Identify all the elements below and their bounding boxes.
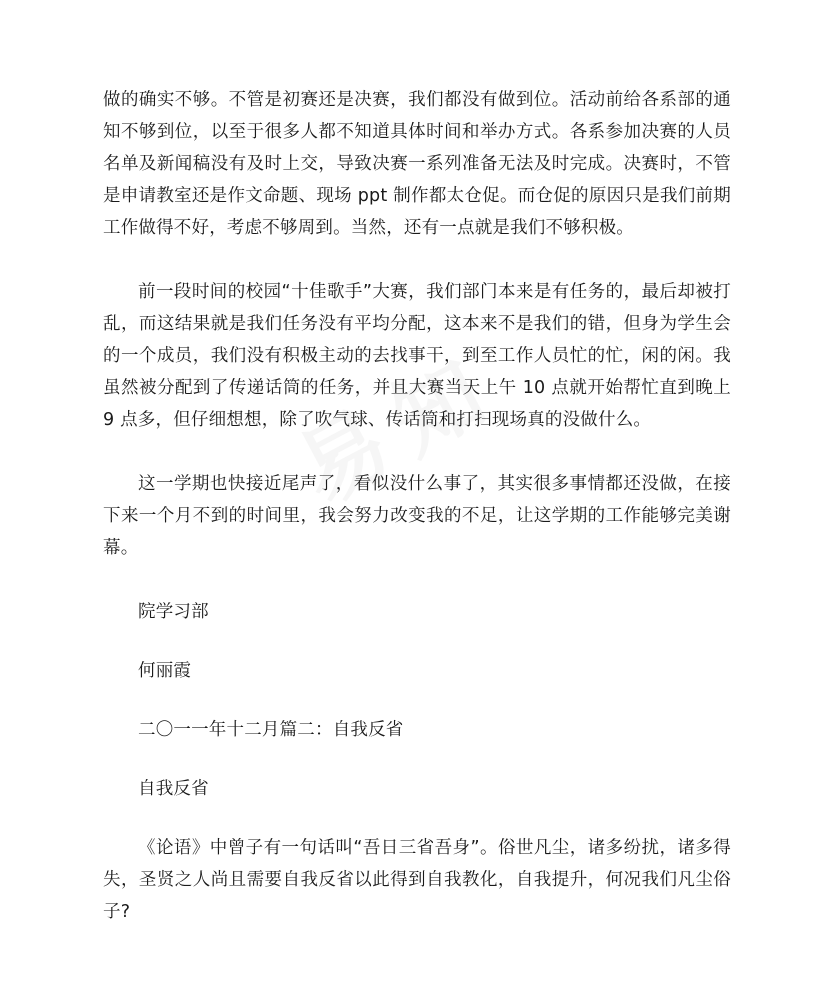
paragraph-3: 这一学期也快接近尾声了，看似没什么事了，其实很多事情都还没做，在接下来一个月不到的时间里，我会努力改变我的不足，让这学期的工作能够完美谢幕。 [103, 474, 731, 558]
paragraph-2: 前一段时间的校园“十佳歌手”大赛，我们部门本来是有任务的，最后却被打乱，而这结果就是我们任务没有平均分配，这本来不是我们的错，但身为学生会的一个成员，我们没有积极主动的去找事干，到至工作人员忙的忙，闲的闲。我虽然被分配到了传递话筒的任务，并且大赛当天上午 10 点就开始帮忙直到晚上 9 点多，但仔细想想，除了吹气球、传话筒和打扫现场真的没做什么。 [103, 282, 731, 430]
author-line: 何丽霞 [138, 661, 192, 681]
document-body [103, 84, 731, 928]
section-title: 自我反省 [138, 779, 209, 799]
department-line: 院学习部 [138, 602, 209, 622]
date-line: 二〇一一年十二月篇二：自我反省 [138, 720, 404, 740]
closing-paragraph: 《论语》中曾子有一句话叫“吾日三省吾身”。俗世凡尘，诸多纷扰，诸多得失，圣贤之人尚且需要自我反省以此得到自我教化，自我提升，何况我们凡尘俗子? [103, 838, 731, 922]
paragraph-1: 做的确实不够。不管是初赛还是决赛，我们都没有做到位。活动前给各系部的通知不够到位，以至于很多人都不知道具体时间和举办方式。各系参加决赛的人员名单及新闻稿没有及时上交，导致决赛一系列准备无法及时完成。决赛时，不管是申请教室还是作文命题、现场 ppt 制作都太仓促。而仓促的原因只是我们前期工作做得不好，考虑不够周到。当然，还有一点就是我们不够积极。 [103, 90, 731, 238]
